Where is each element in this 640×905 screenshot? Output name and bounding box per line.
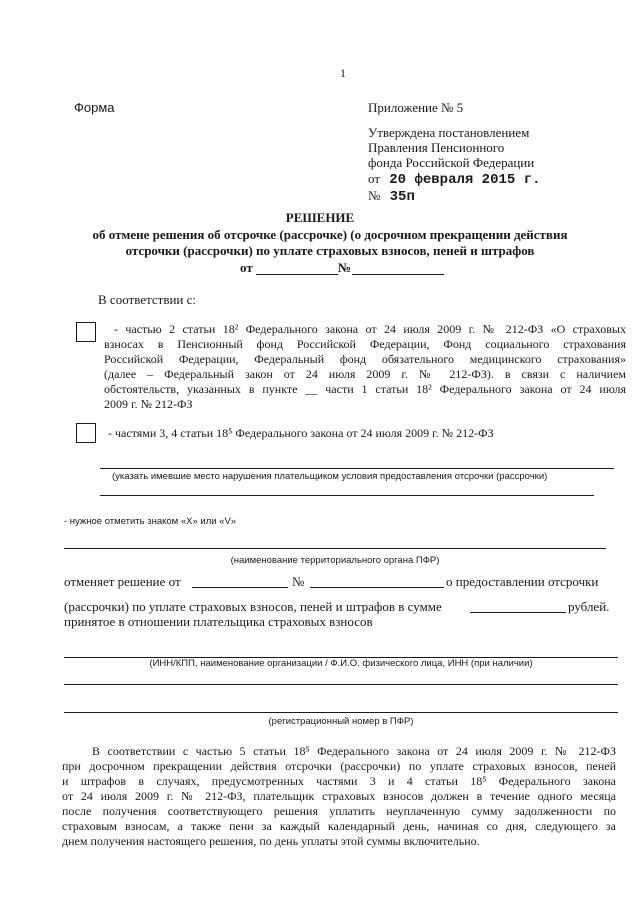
cancel-line2: (рассрочки) по уплате страховых взносов, пеней и штрафов в сумме [64, 599, 442, 614]
document-subtitle-line2: отсрочки (рассрочки) по уплате страховых взносов, пеней и штрафов [125, 243, 535, 258]
document-title: РЕШЕНИЕ [285, 210, 355, 225]
final-line: страховым взносам, а также пени за каждый календарный день, начиная со дня, следующего за [62, 819, 616, 833]
appendix-date-value: 20 февраля 2015 г. [389, 172, 541, 188]
final-line: от 24 июля 2009 г. № 212-ФЗ, плательщик страховых взносов должен в течение одного месяца [62, 789, 616, 803]
appendix-number-value: 35п [389, 189, 415, 205]
option1-line: обстоятельств, указанных в пункте __ части 1 статьи 18² Федерального закона от 24 июля [104, 382, 626, 396]
pfr-body-caption: (наименование территориального органа ПФР) [230, 555, 440, 566]
appendix-title: Приложение № 5 [368, 100, 464, 115]
option1-line: Российской Федерации, Федеральный фонд обязательного медицинского страхования» [104, 352, 626, 366]
final-line: и штрафов в случаях, предусмотренных частями 3 и 4 статьи 18⁵ Федерального закона [62, 774, 616, 788]
regnum-caption: (регистрационный номер в ПФР) [268, 716, 414, 727]
pfr-body-field[interactable] [64, 548, 606, 549]
heading-from-label: от [240, 260, 253, 275]
final-line: после получения соответствующего решения уплатить неуплаченную сумму задолженности по [62, 804, 616, 818]
final-line: днем получения настоящего решения, по день уплаты этой суммы включительно. [62, 834, 480, 848]
payer-caption: (ИНН/КПП, наименование организации / Ф.И.О. физического лица, ИНН (при наличии) [149, 658, 533, 669]
approved-line: Утверждена постановлением [368, 125, 530, 140]
document-subtitle-line1: об отмене решения об отсрочке (рассрочке) (о досрочном прекращении действия [92, 227, 568, 242]
appendix-block [368, 100, 628, 205]
page-number: 1 [340, 66, 346, 80]
approved-line: Правления Пенсионного [368, 140, 505, 155]
option1-checkbox[interactable] [76, 322, 96, 342]
cancel-amount-field[interactable] [470, 612, 566, 613]
final-line: при досрочном прекращении действия отсрочки (рассрочки) по уплате страховых взносов, пеней [62, 759, 616, 773]
cancel-prefix: отменяет решение от [64, 574, 181, 589]
option2-text: - частями 3, 4 статьи 18⁵ Федерального закона от 24 июля 2009 г. № 212-ФЗ [108, 426, 494, 440]
heading-number-label: № [338, 260, 352, 275]
heading-number-field[interactable] [352, 274, 444, 275]
form-label: Форма [74, 100, 115, 115]
violation-field[interactable] [100, 468, 614, 469]
option1-text [104, 322, 626, 412]
option1-line: (далее – Федеральный закон от 24 июля 2009 г. № 212-ФЗ). в связи с наличием [104, 367, 626, 381]
appendix-number: № 35п [368, 188, 415, 205]
final-paragraph [62, 744, 616, 849]
intro-text: В соответствии с: [98, 292, 197, 307]
violation-caption: (указать имевшие место нарушения плательщиком условия предоставления отсрочки (рассрочки) [112, 471, 548, 482]
payer-field-2[interactable] [64, 684, 618, 685]
cancel-number-field[interactable] [310, 587, 444, 588]
approved-line: фонда Российской Федерации [368, 155, 535, 170]
regnum-field[interactable] [64, 712, 618, 713]
option1-line: - частью 2 статьи 18² Федерального закона от 24 июля 2009 г. № 212-ФЗ «О страховых [114, 322, 626, 336]
cancel-date-field[interactable] [192, 587, 288, 588]
cancel-suffix: о предоставлении отсрочки [446, 574, 599, 589]
option1-line: взносах в Пенсионный фонд Российской Федерации, Фонд социального страхования [104, 337, 626, 351]
final-line: В соответствии с частью 5 статьи 18⁵ Федерального закона от 24 июля 2009 г. № 212-ФЗ [92, 744, 616, 758]
cancel-currency: рублей. [568, 599, 610, 614]
violation-field-2[interactable] [100, 495, 594, 496]
option1-line: 2009 г. № 212-ФЗ [104, 397, 193, 411]
cancel-line3: принятое в отношении плательщика страховых взносов [64, 614, 373, 629]
option2-checkbox[interactable] [76, 423, 96, 443]
appendix-date: от 20 февраля 2015 г. [368, 171, 541, 188]
cancel-number-sign: № [292, 574, 305, 589]
heading-date-field[interactable] [256, 274, 338, 275]
note-mark: - нужное отметить знаком «Х» или «V» [64, 516, 237, 527]
